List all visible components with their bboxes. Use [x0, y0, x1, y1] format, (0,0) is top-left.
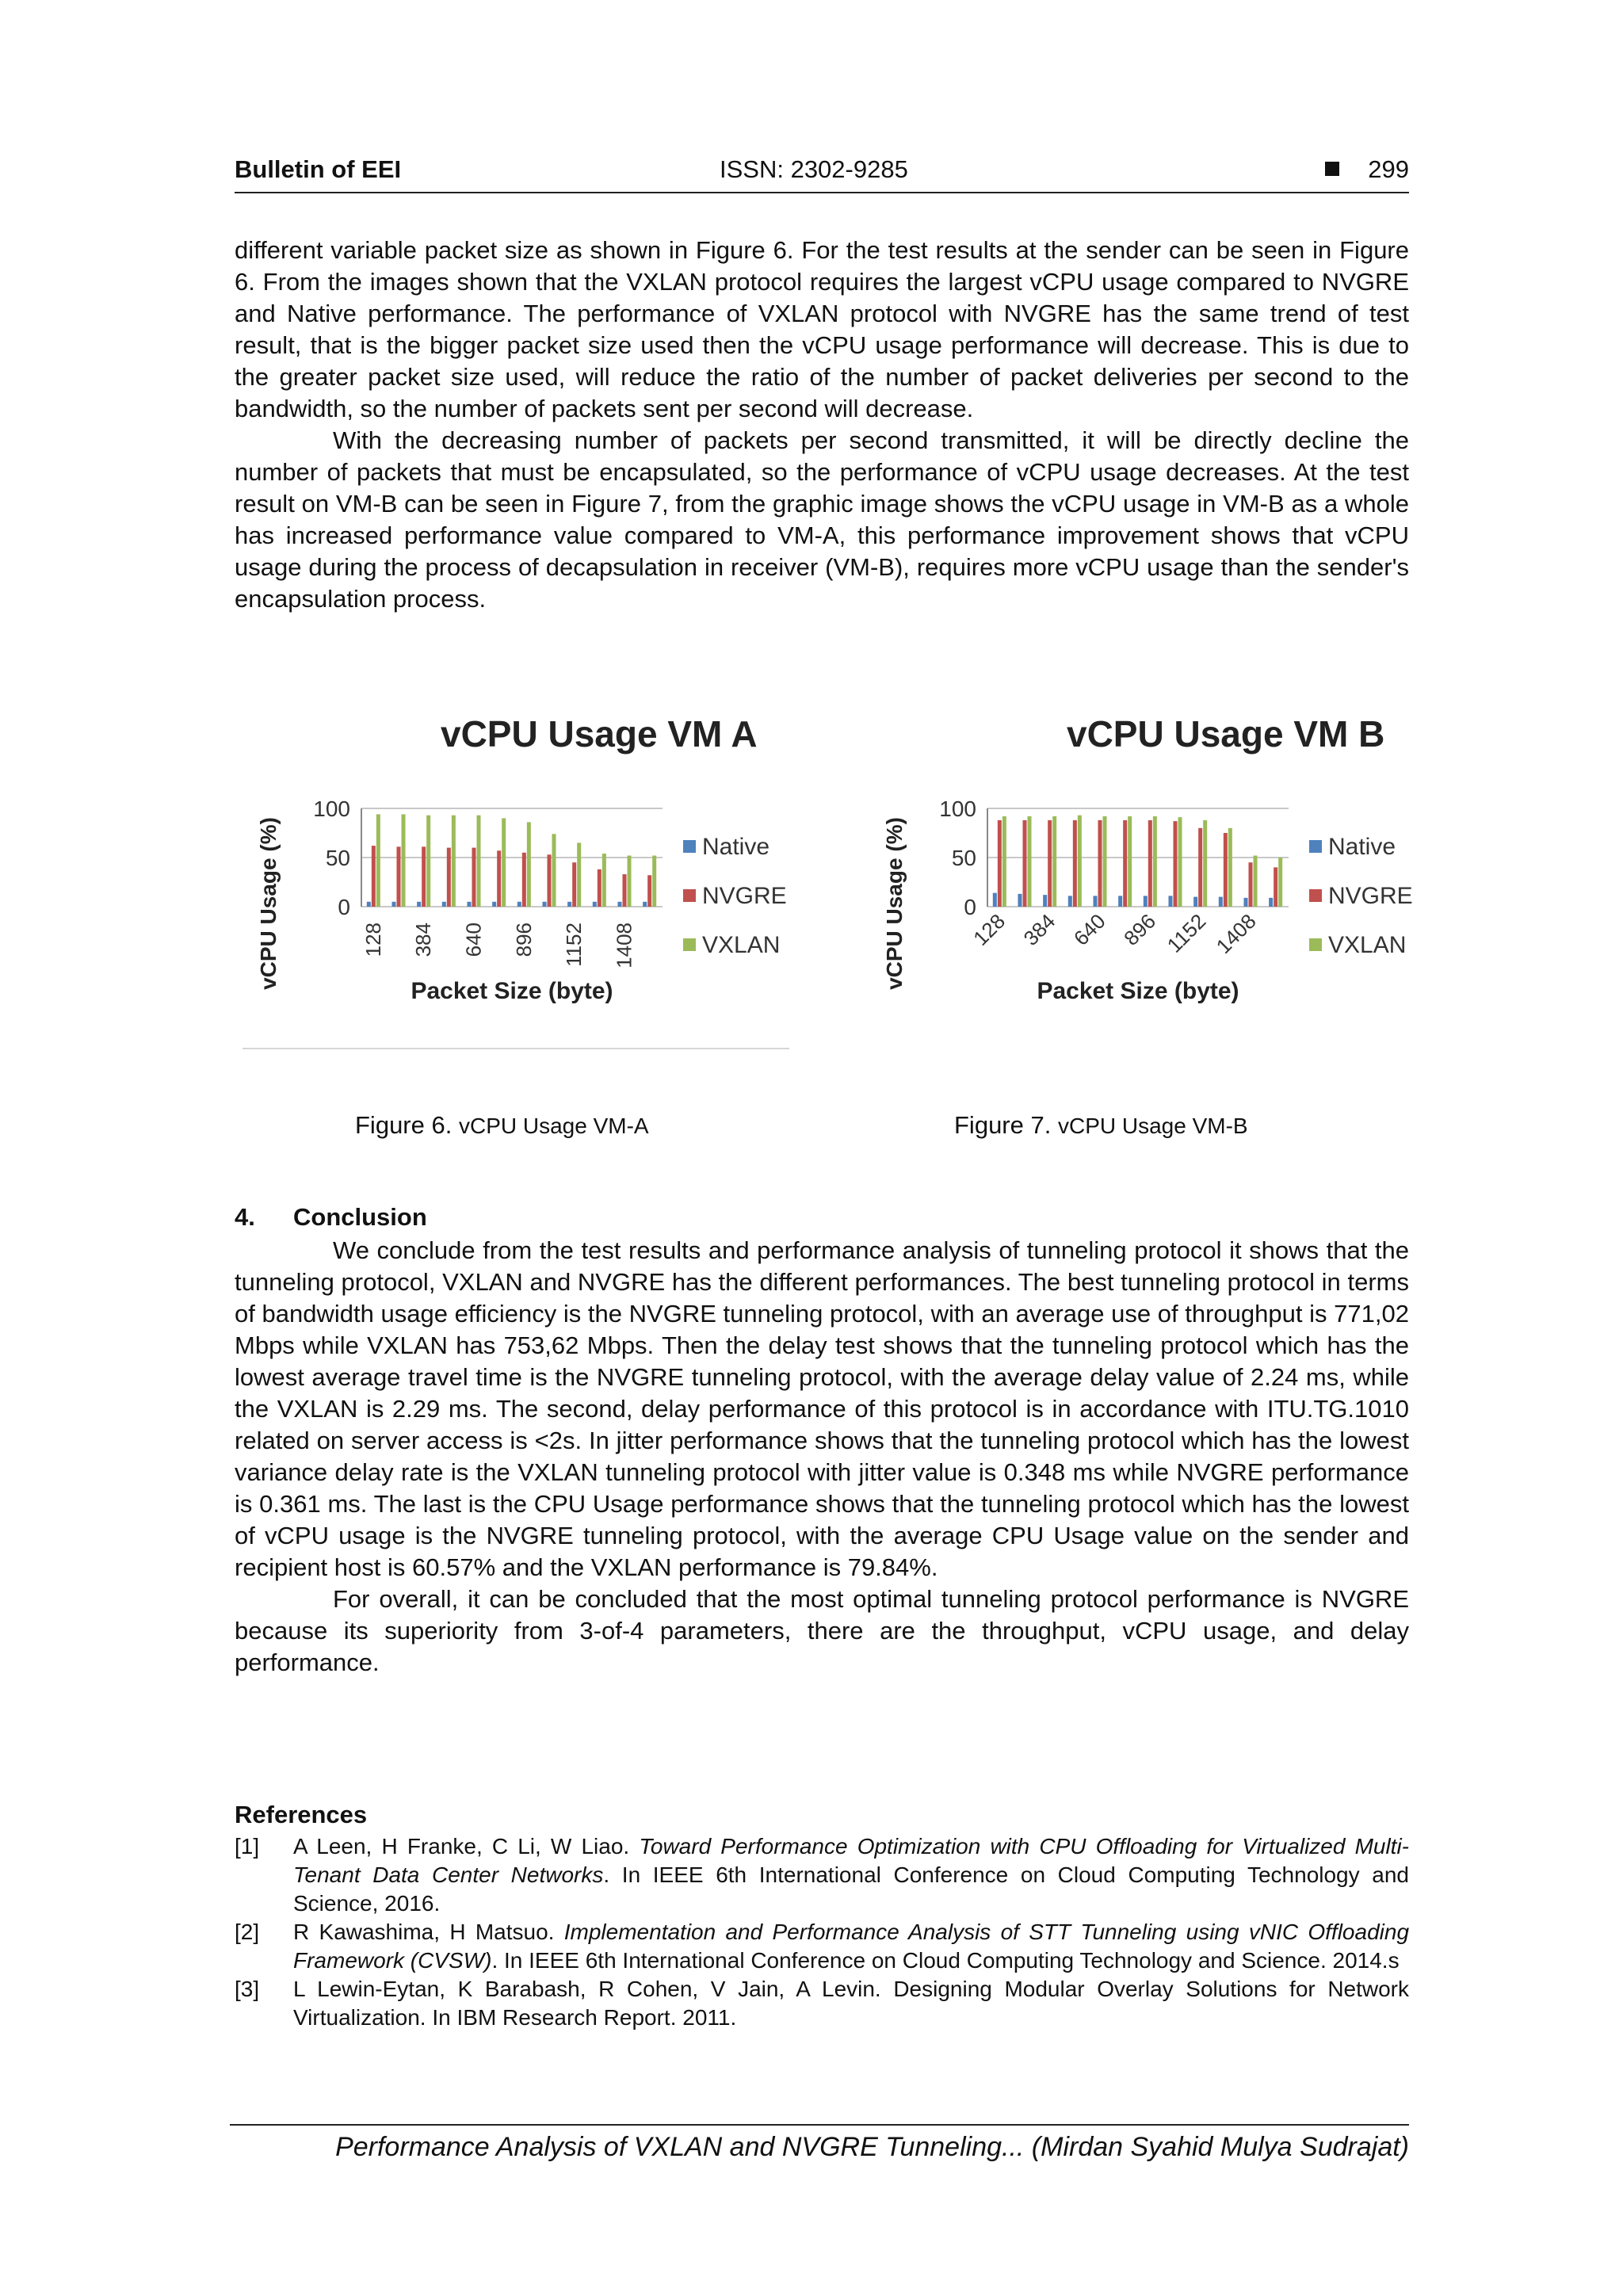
bar-nvgre — [396, 846, 400, 907]
x-tick-label: 896 — [511, 923, 536, 957]
x-axis-label: Packet Size (byte) — [1037, 978, 1239, 1004]
bar-nvgre — [1274, 867, 1277, 907]
bar-native — [1018, 894, 1022, 907]
x-tick-label: 128 — [968, 909, 1010, 950]
reference-source: Designing Modular Overlay Solutions for Network Virtualization. In IBM Research Report. 2011. — [293, 1977, 1410, 2030]
reference-item — [235, 1918, 1409, 1975]
legend-label: VXLAN — [702, 932, 781, 958]
bar-native — [593, 902, 597, 907]
reference-number: [3] — [235, 1977, 260, 2001]
bar-native — [1219, 897, 1223, 907]
x-tick-label: 1408 — [612, 923, 636, 968]
page-number: 299 — [1368, 155, 1409, 183]
y-axis-label: vCPU Usage (%) — [882, 817, 907, 990]
bar-native — [1193, 897, 1197, 907]
bar-vxlan — [628, 856, 632, 907]
bar-vxlan — [477, 816, 481, 907]
bar-vxlan — [1254, 856, 1258, 907]
chart-title: vCPU Usage VM A — [441, 713, 758, 755]
journal-name: Bulletin of EEI — [235, 155, 402, 183]
bar-vxlan — [1078, 816, 1082, 907]
legend-label: VXLAN — [1328, 932, 1407, 958]
reference-title: Toward Performance Optimization with CPU Offloading for Virtualized Multi-Tenant Data Center Networks — [293, 1834, 1410, 1887]
bar-native — [367, 902, 371, 907]
x-tick-label: 384 — [411, 923, 436, 957]
x-tick-label: 640 — [461, 923, 486, 957]
bar-vxlan — [1002, 816, 1006, 907]
bar-nvgre — [522, 853, 526, 907]
reference-source: . In IEEE 6th International Conference on Cloud Computing Technology and Science. 2014.s — [491, 1948, 1400, 1973]
bar-native — [492, 902, 496, 907]
bar-nvgre — [1224, 833, 1228, 907]
bar-native — [1269, 898, 1273, 907]
legend-swatch — [683, 938, 696, 951]
bar-vxlan — [1028, 816, 1032, 907]
references-heading: References — [235, 1801, 368, 1828]
bar-native — [517, 902, 521, 907]
x-axis-label: Packet Size (byte) — [411, 978, 613, 1004]
paragraph: For overall, it can be concluded that the most optimal tunneling protocol performance is NVGRE because its superiority from 3-of-4 parameters, there are the throughput, vCPU usage, and delay performance. — [235, 1585, 1409, 1676]
bar-native — [617, 902, 621, 907]
bar-nvgre — [447, 848, 451, 907]
section-number: 4. — [235, 1203, 255, 1231]
x-tick-label: 384 — [1018, 909, 1060, 950]
bar-nvgre — [998, 820, 1002, 907]
bar-native — [1068, 896, 1072, 907]
bar-native — [442, 902, 446, 907]
reference-item — [235, 1832, 1409, 1918]
bar-vxlan — [577, 842, 581, 907]
figure-7-chart — [861, 697, 1463, 1062]
bar-vxlan — [502, 818, 506, 907]
bar-nvgre — [1073, 820, 1077, 907]
y-tick-label: 0 — [338, 895, 350, 919]
bar-nvgre — [1198, 828, 1202, 907]
bar-nvgre — [1148, 820, 1152, 907]
legend-swatch — [1309, 840, 1322, 853]
legend-label: Native — [1328, 834, 1396, 860]
y-tick-label: 100 — [939, 797, 976, 821]
chart-title: vCPU Usage VM B — [1067, 713, 1385, 755]
reference-number: [1] — [235, 1834, 260, 1859]
conclusion-heading — [235, 1203, 427, 1232]
bar-native — [643, 902, 647, 907]
legend-swatch — [683, 889, 696, 902]
bar-native — [467, 902, 471, 907]
legend-label: NVGRE — [1328, 883, 1413, 909]
figure-caption-text: vCPU Usage VM-B — [1057, 1114, 1248, 1138]
bar-vxlan — [1203, 820, 1207, 907]
figure-caption-text: vCPU Usage VM-A — [458, 1114, 649, 1138]
paragraph: We conclude from the test results and performance analysis of tunneling protocol it shows that the tunneling protocol, VXLAN and NVGRE has the different performances. The best tunneling protocol in terms of bandwidth usage efficiency is the NVGRE tunneling protocol, with an average use of throughput is 771,02 Mbps while VXLAN has 753,62 Mbps. Then the delay test shows that the tunneling protocol which has the lowest average travel time is the NVGRE tunneling protocol, with the average delay value of 2.24 ms, while the VXLAN is 2.29 ms. The second, delay performance of this protocol is in accordance with ITU.TG.1010 related on server access is <2s. In jitter performance shows that the tunneling protocol which has the lowest variance delay rate is the VXLAN tunneling protocol with jitter value is 0.348 ms while NVGRE performance is 0.361 ms. The last is the CPU Usage performance shows that the tunneling protocol which has the lowest of vCPU usage is the NVGRE tunneling protocol, with the average CPU Usage value on the sender and recipient host is 60.57% and the VXLAN performance is 79.84%. — [235, 1236, 1409, 1581]
x-tick-label: 1152 — [562, 923, 586, 967]
legend-swatch — [683, 840, 696, 853]
bar-nvgre — [472, 848, 475, 907]
reference-authors: L Lewin-Eytan, K Barabash, R Cohen, V Jain, A Levin. — [293, 1977, 881, 2001]
bar-vxlan — [376, 814, 380, 907]
reference-source: . In IEEE 6th International Conference on Cloud Computing Technology and Science, 2016. — [293, 1862, 1409, 1916]
y-tick-label: 50 — [325, 846, 350, 870]
section-title: Conclusion — [293, 1203, 427, 1231]
x-tick-label: 1152 — [1162, 909, 1211, 957]
body-text-top — [235, 235, 1409, 615]
bar-vxlan — [1153, 816, 1157, 907]
issn: ISSN: 2302-9285 — [720, 155, 908, 183]
bar-nvgre — [547, 854, 551, 907]
bar-nvgre — [1022, 820, 1026, 907]
bar-vxlan — [1052, 816, 1056, 907]
figure-6-chart — [235, 697, 837, 1062]
bar-nvgre — [572, 862, 576, 907]
bar-vxlan — [1103, 816, 1107, 907]
bar-vxlan — [1228, 828, 1232, 907]
reference-title: Implementation and Performance Analysis of STT Tunneling using vNIC Offloading Framework (CVSW) — [293, 1920, 1410, 1973]
bar-nvgre — [422, 846, 426, 907]
bar-vxlan — [552, 834, 556, 907]
page-footer: Performance Analysis of VXLAN and NVGRE Tunneling... (Mirdan Syahid Mulya Sudrajat) — [335, 2132, 1409, 2162]
x-tick-label: 128 — [361, 923, 385, 957]
legend-swatch — [1309, 889, 1322, 902]
bar-native — [1093, 896, 1097, 907]
bar-vxlan — [426, 816, 430, 907]
paragraph: different variable packet size as shown in Figure 6. For the test results at the sender can be seen in Figure 6. From the images shown that the VXLAN protocol requires the largest vCPU usage compared to NVGRE and Native performance. The performance of VXLAN protocol with NVGRE has the same trend of test result, that is the bigger packet size used then the vCPU usage performance will decrease. This is due to the greater packet size used, will reduce the ratio of the number of packet deliveries per second to the bandwidth, so the number of packets sent per second will decrease. — [235, 236, 1409, 422]
bar-nvgre — [647, 875, 651, 907]
bar-vxlan — [1128, 816, 1132, 907]
bar-nvgre — [1123, 820, 1127, 907]
page-header — [235, 155, 1409, 193]
figure-divider — [242, 1048, 789, 1049]
reference-authors: R Kawashima, H Matsuo. — [293, 1920, 555, 1944]
vcpu-usage-vm-b-chart — [861, 697, 1463, 1062]
figure-label: Figure 7. — [954, 1111, 1052, 1139]
vcpu-usage-vm-a-chart — [235, 697, 837, 1062]
bar-vxlan — [652, 856, 656, 907]
bar-native — [1168, 896, 1172, 907]
bar-native — [391, 902, 395, 907]
bar-vxlan — [402, 814, 406, 907]
square-bullet-icon — [1325, 162, 1339, 176]
x-tick-label: 1408 — [1211, 909, 1261, 959]
reference-number: [2] — [235, 1920, 260, 1944]
bar-native — [1144, 896, 1148, 907]
legend-label: Native — [702, 834, 770, 860]
footer-divider — [230, 2124, 1409, 2126]
bar-nvgre — [1248, 862, 1252, 907]
legend-swatch — [1309, 938, 1322, 951]
y-tick-label: 100 — [313, 797, 350, 821]
figure-7-caption — [954, 1111, 1248, 1140]
bar-nvgre — [1173, 821, 1177, 907]
bar-nvgre — [598, 869, 601, 907]
bar-nvgre — [1048, 820, 1052, 907]
bar-vxlan — [602, 854, 606, 907]
bar-nvgre — [1098, 820, 1102, 907]
bar-vxlan — [527, 822, 531, 907]
reference-list — [235, 1832, 1409, 2032]
bar-native — [1118, 896, 1122, 907]
x-tick-label: 640 — [1068, 909, 1110, 950]
bar-vxlan — [1278, 858, 1282, 907]
bar-native — [1243, 898, 1247, 907]
bar-nvgre — [497, 850, 501, 907]
reference-item — [235, 1975, 1409, 2032]
y-tick-label: 0 — [964, 895, 976, 919]
y-axis-label: vCPU Usage (%) — [256, 817, 281, 990]
figure-6-caption — [355, 1111, 649, 1140]
bar-native — [567, 902, 571, 907]
bar-nvgre — [372, 846, 376, 907]
x-tick-label: 896 — [1119, 909, 1161, 950]
paragraph: With the decreasing number of packets per second transmitted, it will be directly decline the number of packets that must be encapsulated, so the performance of vCPU usage decreases. At the test result on VM-B can be seen in Figure 7, from the graphic image shows the vCPU usage in VM-B as a whole has increased performance value compared to VM-A, this performance improvement shows that vCPU usage during the process of decapsulation in receiver (VM-B), requires more vCPU usage than the sender's encapsulation process. — [235, 426, 1409, 613]
bar-native — [993, 893, 997, 907]
figure-label: Figure 6. — [355, 1111, 453, 1139]
legend-label: NVGRE — [702, 883, 787, 909]
bar-native — [1043, 895, 1047, 907]
conclusion-text — [235, 1235, 1409, 1679]
bar-vxlan — [1178, 817, 1182, 907]
bar-native — [417, 902, 421, 907]
y-tick-label: 50 — [951, 846, 976, 870]
reference-authors: A Leen, H Franke, C Li, W Liao. — [293, 1834, 630, 1859]
bar-nvgre — [622, 874, 626, 907]
bar-vxlan — [452, 816, 456, 907]
bar-native — [542, 902, 546, 907]
